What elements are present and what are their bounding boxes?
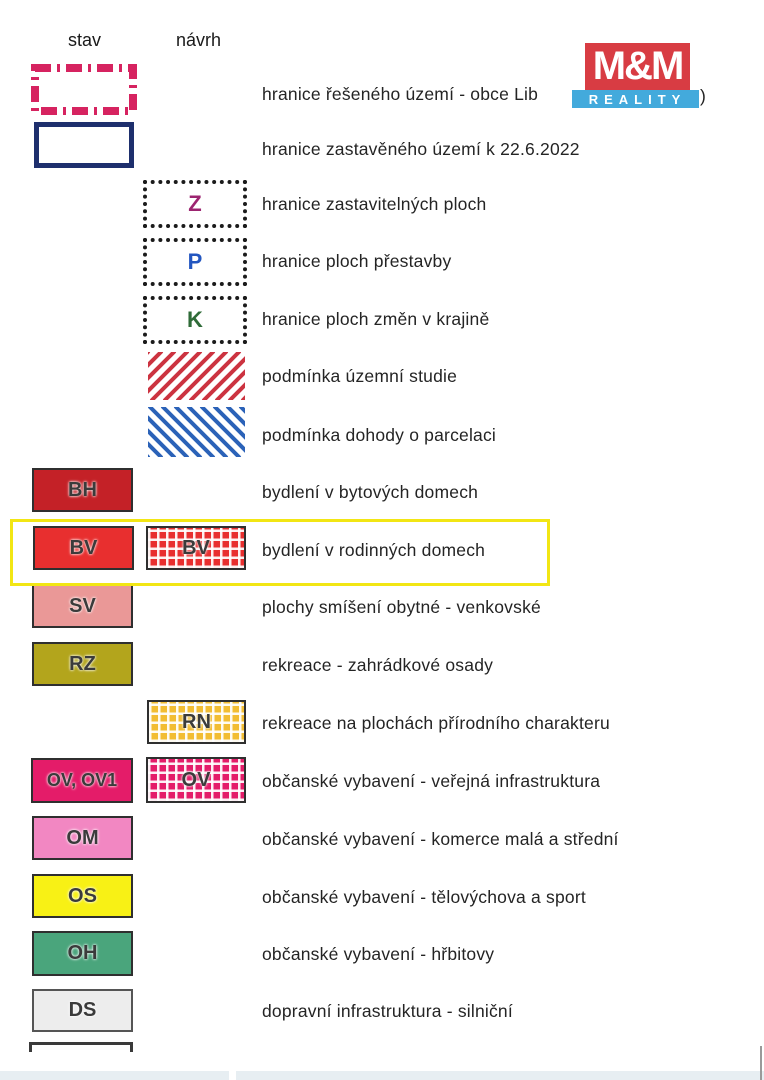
legend-label: plochy smíšení obytné - venkovské (262, 597, 541, 617)
bottom-scan-band-left (0, 1071, 229, 1080)
logo-subtitle: REALITY (588, 91, 687, 107)
legend-label: hranice řešeného území - obce Lib (262, 84, 539, 104)
legend-label: bydlení v bytových domech (262, 482, 479, 502)
swatch-code: DS (68, 999, 97, 1021)
swatch-code: P (187, 249, 203, 274)
swatch-code: OS (68, 884, 97, 907)
legend-label: rekreace na plochách přírodního charakteru (262, 713, 610, 733)
landscape-change-boundary-swatch (143, 296, 247, 344)
column-header-stav: stav (68, 30, 102, 50)
territorial-study-hatch-swatch (148, 352, 245, 400)
swatch-code: OH (67, 942, 98, 964)
solved-area-boundary-swatch (30, 62, 138, 117)
next-swatch-partial (29, 1042, 133, 1052)
area-swatch-rn (147, 700, 246, 744)
mm-reality-logo (572, 43, 706, 108)
swatch-code: RN (182, 710, 211, 733)
developable-area-boundary-swatch (143, 180, 247, 228)
logo-title: M&M (592, 44, 683, 88)
legend-label: podmínka dohody o parcelaci (262, 425, 497, 445)
area-swatch-oh (32, 931, 133, 976)
legend-label: rekreace - zahrádkové osady (262, 655, 494, 675)
mm-reality-logo-bar (572, 90, 699, 108)
area-swatch-sv (32, 584, 133, 628)
swatch-code: RZ (69, 652, 96, 675)
swatch-code: OM (66, 826, 99, 849)
area-swatch-bv-stav (33, 526, 134, 570)
area-swatch-bv-navrh (146, 526, 246, 570)
swatch-code: Z (188, 191, 202, 216)
legend-label: občanské vybavení - tělovýchova a sport (262, 887, 586, 907)
swatch-code: BV (69, 536, 98, 559)
area-swatch-ov-navrh (146, 757, 246, 803)
swatch-code: BV (182, 536, 210, 559)
area-swatch-bh (32, 468, 133, 512)
legend-label: hranice zastavitelných ploch (262, 194, 487, 214)
mm-reality-logo-mark (585, 43, 690, 90)
swatch-code: OV, OV1 (46, 770, 118, 790)
built-up-area-boundary-swatch (34, 122, 134, 168)
legend-label: občanské vybavení - hřbitovy (262, 944, 495, 964)
legend-label: občanské vybavení - veřejná infrastruktura (262, 771, 601, 791)
swatch-code: OV (181, 768, 211, 791)
area-swatch-os (32, 874, 133, 918)
legend-label: občanské vybavení - komerce malá a střední (262, 829, 619, 849)
swatch-code: BH (68, 478, 97, 501)
area-swatch-rz (32, 642, 133, 686)
swatch-code: K (187, 307, 203, 332)
column-header-navrh: návrh (176, 30, 222, 50)
legend-label: hranice ploch přestavby (262, 251, 452, 271)
bottom-scan-band-right (236, 1071, 764, 1080)
legend-label: hranice zastavěného území k 22.6.2022 (262, 139, 580, 159)
parcel-agreement-hatch-swatch (148, 407, 245, 457)
legend-label: podmínka územní studie (262, 366, 458, 386)
area-swatch-om (32, 816, 133, 860)
legend-label: bydlení v rodinných domech (262, 540, 486, 560)
legend-label: hranice ploch změn v krajině (262, 309, 490, 329)
legend-label-suffix: ) (700, 86, 706, 106)
area-swatch-ds (32, 989, 133, 1032)
redevelopment-area-boundary-swatch (143, 238, 247, 286)
area-swatch-ov-stav (31, 758, 133, 803)
swatch-code: SV (69, 594, 96, 617)
scan-edge-line (760, 1046, 762, 1080)
legend-label: dopravní infrastruktura - silniční (262, 1001, 513, 1021)
